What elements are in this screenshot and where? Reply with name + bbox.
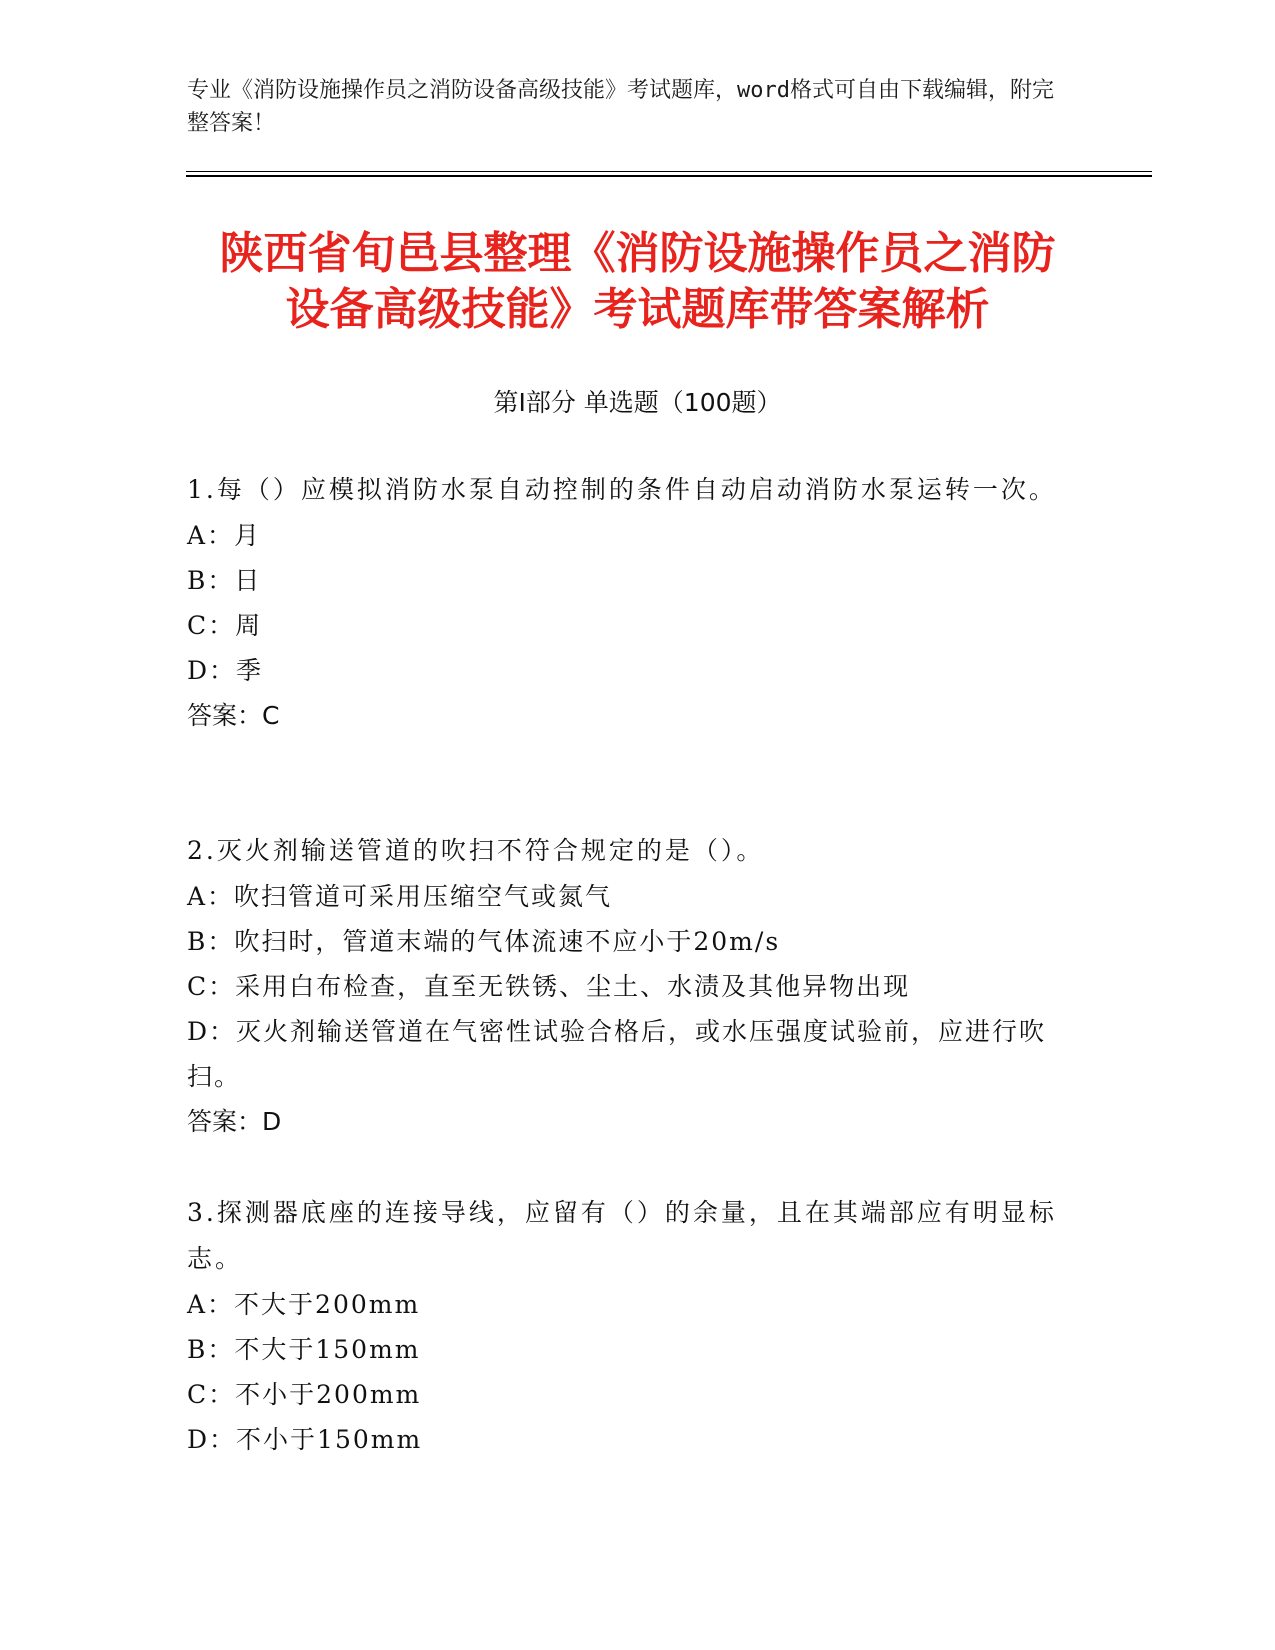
- option-b: B：不大于150mm: [187, 1335, 421, 1364]
- option-b: B：日: [187, 566, 262, 595]
- option-c: C：不小于200mm: [187, 1380, 422, 1409]
- header-note: 专业《消防设施操作员之消防设备高级技能》考试题库，word格式可自由下载编辑，附完整答案！: [187, 78, 1054, 136]
- option-c: C：周: [187, 611, 263, 640]
- header-divider-top: [186, 171, 1152, 172]
- option-a: A：不大于200mm: [187, 1290, 421, 1319]
- header-divider-bottom: [186, 175, 1152, 177]
- answer-label: 答案：C: [187, 701, 280, 730]
- option-b: B：吹扫时，管道末端的气体流速不应小于20m/s: [187, 927, 781, 956]
- question-stem: 3.探测器底座的连接导线，应留有（）的余量，且在其端部应有明显标志。: [187, 1198, 1057, 1273]
- question-3: [187, 1190, 1067, 1462]
- question-stem: 2.灭火剂输送管道的吹扫不符合规定的是（）。: [187, 836, 765, 865]
- option-a: A：月: [187, 521, 262, 550]
- answer-label: 答案：D: [187, 1107, 282, 1136]
- document-title-line-1: 陕西省旬邑县整理《消防设施操作员之消防: [219, 228, 1056, 279]
- document-title: [150, 226, 1125, 338]
- document-title-line-2: 设备高级技能》考试题库带答案解析: [285, 284, 990, 335]
- question-2: [187, 828, 1067, 1145]
- question-1: [187, 467, 1067, 739]
- option-d: D：不小于150mm: [187, 1425, 423, 1454]
- option-d: D：灭火剂输送管道在气密性试验合格后，或水压强度试验前，应进行吹扫。: [187, 1017, 1047, 1091]
- option-d: D：季: [187, 656, 264, 685]
- section-heading: 第Ⅰ部分 单选题（100题）: [493, 388, 782, 417]
- option-c: C：采用白布检查，直至无铁锈、尘土、水渍及其他异物出现: [187, 972, 911, 1001]
- option-a: A：吹扫管道可采用压缩空气或氮气: [187, 882, 613, 911]
- question-stem: 1.每（）应模拟消防水泵自动控制的条件自动启动消防水泵运转一次。: [187, 475, 1057, 504]
